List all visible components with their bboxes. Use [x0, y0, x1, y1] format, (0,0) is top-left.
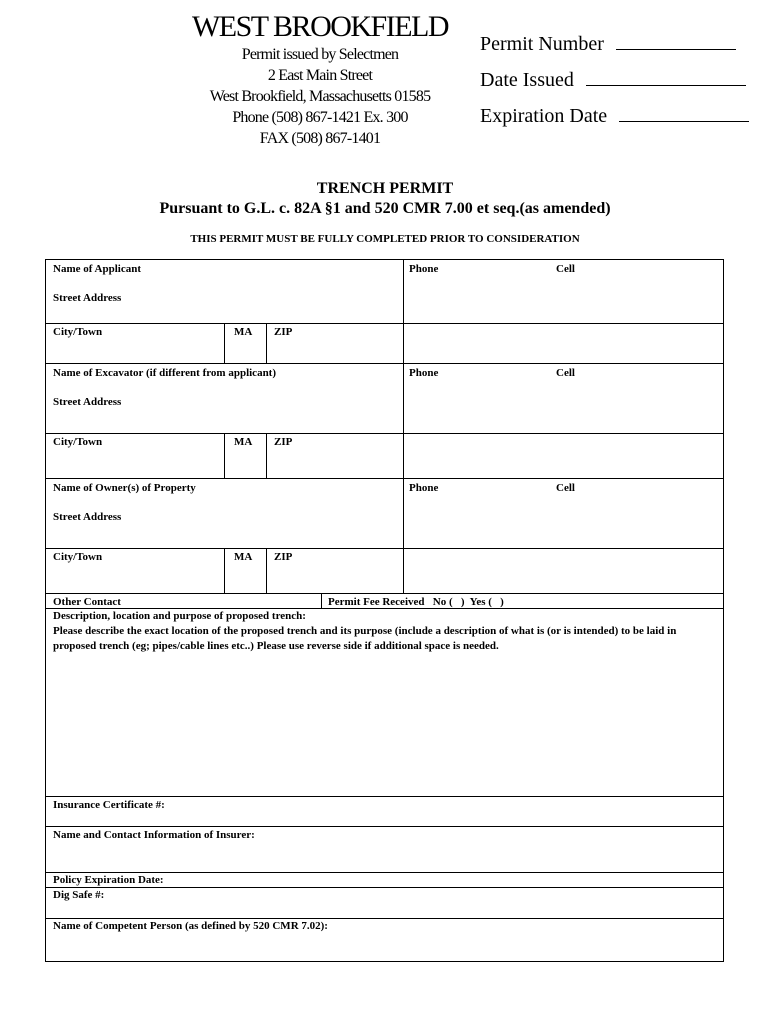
- column-divider: [403, 363, 404, 478]
- statute-reference: Pursuant to G.L. c. 82A §1 and 520 CMR 7.00 et seq.(as amended): [159, 200, 611, 217]
- excavator-name-label[interactable]: Name of Excavator (if different from applicant): [53, 367, 277, 379]
- date-issued-field[interactable]: [480, 62, 750, 98]
- column-divider: [321, 593, 322, 608]
- column-divider: [224, 548, 225, 593]
- applicant-phone-label[interactable]: Phone: [409, 263, 439, 275]
- issued-by: Permit issued by Selectmen: [241, 46, 399, 63]
- row-divider: [46, 363, 723, 364]
- permit-form: [45, 259, 724, 962]
- column-divider: [224, 433, 225, 478]
- applicant-city-label[interactable]: City/Town: [53, 326, 103, 338]
- excavator-cell-label[interactable]: Cell: [556, 367, 575, 379]
- insurer-info-label[interactable]: Name and Contact Information of Insurer:: [53, 829, 255, 841]
- row-divider: [46, 433, 723, 434]
- row-divider: [46, 796, 723, 797]
- column-divider: [266, 548, 267, 593]
- column-divider: [224, 323, 225, 363]
- expiration-date-field[interactable]: [480, 98, 750, 134]
- permit-fee-label[interactable]: Permit Fee Received No ( ) Yes ( ): [328, 596, 504, 608]
- applicant-state-label[interactable]: MA: [234, 326, 253, 338]
- applicant-name-label[interactable]: Name of Applicant: [53, 263, 141, 275]
- owner-name-label[interactable]: Name of Owner(s) of Property: [53, 482, 196, 494]
- row-divider: [46, 548, 723, 549]
- excavator-street-label[interactable]: Street Address: [53, 396, 122, 408]
- owner-state-label[interactable]: MA: [234, 551, 253, 563]
- permit-number-line: [616, 48, 736, 50]
- row-divider: [46, 887, 723, 888]
- column-divider: [403, 478, 404, 593]
- applicant-zip-label[interactable]: ZIP: [274, 326, 293, 338]
- date-issued-line: [586, 84, 746, 86]
- town-name: WEST BROOKFIELD: [191, 10, 449, 43]
- dig-safe-label[interactable]: Dig Safe #:: [53, 889, 105, 901]
- form-title: TRENCH PERMIT: [316, 180, 454, 197]
- applicant-cell-label[interactable]: Cell: [556, 263, 575, 275]
- insurance-certificate-label[interactable]: Insurance Certificate #:: [53, 799, 165, 811]
- applicant-street-label[interactable]: Street Address: [53, 292, 122, 304]
- expiration-date-line: [619, 120, 749, 122]
- column-divider: [403, 260, 404, 363]
- address-line-1: 2 East Main Street: [267, 67, 373, 84]
- fax-line: FAX (508) 867-1401: [259, 130, 381, 147]
- phone-line: Phone (508) 867-1421 Ex. 300: [232, 109, 408, 126]
- column-divider: [266, 323, 267, 363]
- description-instructions[interactable]: Please describe the exact location of the proposed trench and its purpose (include a description of what is (or is intended) to be laid in proposed trench (eg; pipes/cable lines etc..) Please use reverse side if additional space is needed.: [53, 625, 677, 652]
- completion-notice: THIS PERMIT MUST BE FULLY COMPLETED PRIOR TO CONSIDERATION: [190, 233, 580, 245]
- row-divider: [46, 593, 723, 594]
- excavator-zip-label[interactable]: ZIP: [274, 436, 293, 448]
- other-contact-label[interactable]: Other Contact: [53, 596, 121, 608]
- row-divider: [46, 478, 723, 479]
- permit-number-label: Permit Number: [480, 33, 604, 55]
- date-issued-label: Date Issued: [480, 69, 574, 91]
- address-line-2: West Brookfield, Massachusetts 01585: [209, 88, 431, 105]
- policy-expiration-label[interactable]: Policy Expiration Date:: [53, 874, 164, 886]
- competent-person-label[interactable]: Name of Competent Person (as defined by 520 CMR 7.02):: [53, 920, 328, 932]
- row-divider: [46, 826, 723, 827]
- owner-phone-label[interactable]: Phone: [409, 482, 439, 494]
- description-label: Description, location and purpose of proposed trench:: [53, 610, 306, 622]
- excavator-state-label[interactable]: MA: [234, 436, 253, 448]
- column-divider: [266, 433, 267, 478]
- owner-city-label[interactable]: City/Town: [53, 551, 103, 563]
- owner-street-label[interactable]: Street Address: [53, 511, 122, 523]
- permit-number-field[interactable]: [480, 26, 750, 62]
- excavator-city-label[interactable]: City/Town: [53, 436, 103, 448]
- permit-info: [480, 26, 750, 134]
- owner-cell-label[interactable]: Cell: [556, 482, 575, 494]
- expiration-date-label: Expiration Date: [480, 105, 608, 127]
- town-header: [180, 10, 460, 149]
- excavator-phone-label[interactable]: Phone: [409, 367, 439, 379]
- owner-zip-label[interactable]: ZIP: [274, 551, 293, 563]
- row-divider: [46, 323, 723, 324]
